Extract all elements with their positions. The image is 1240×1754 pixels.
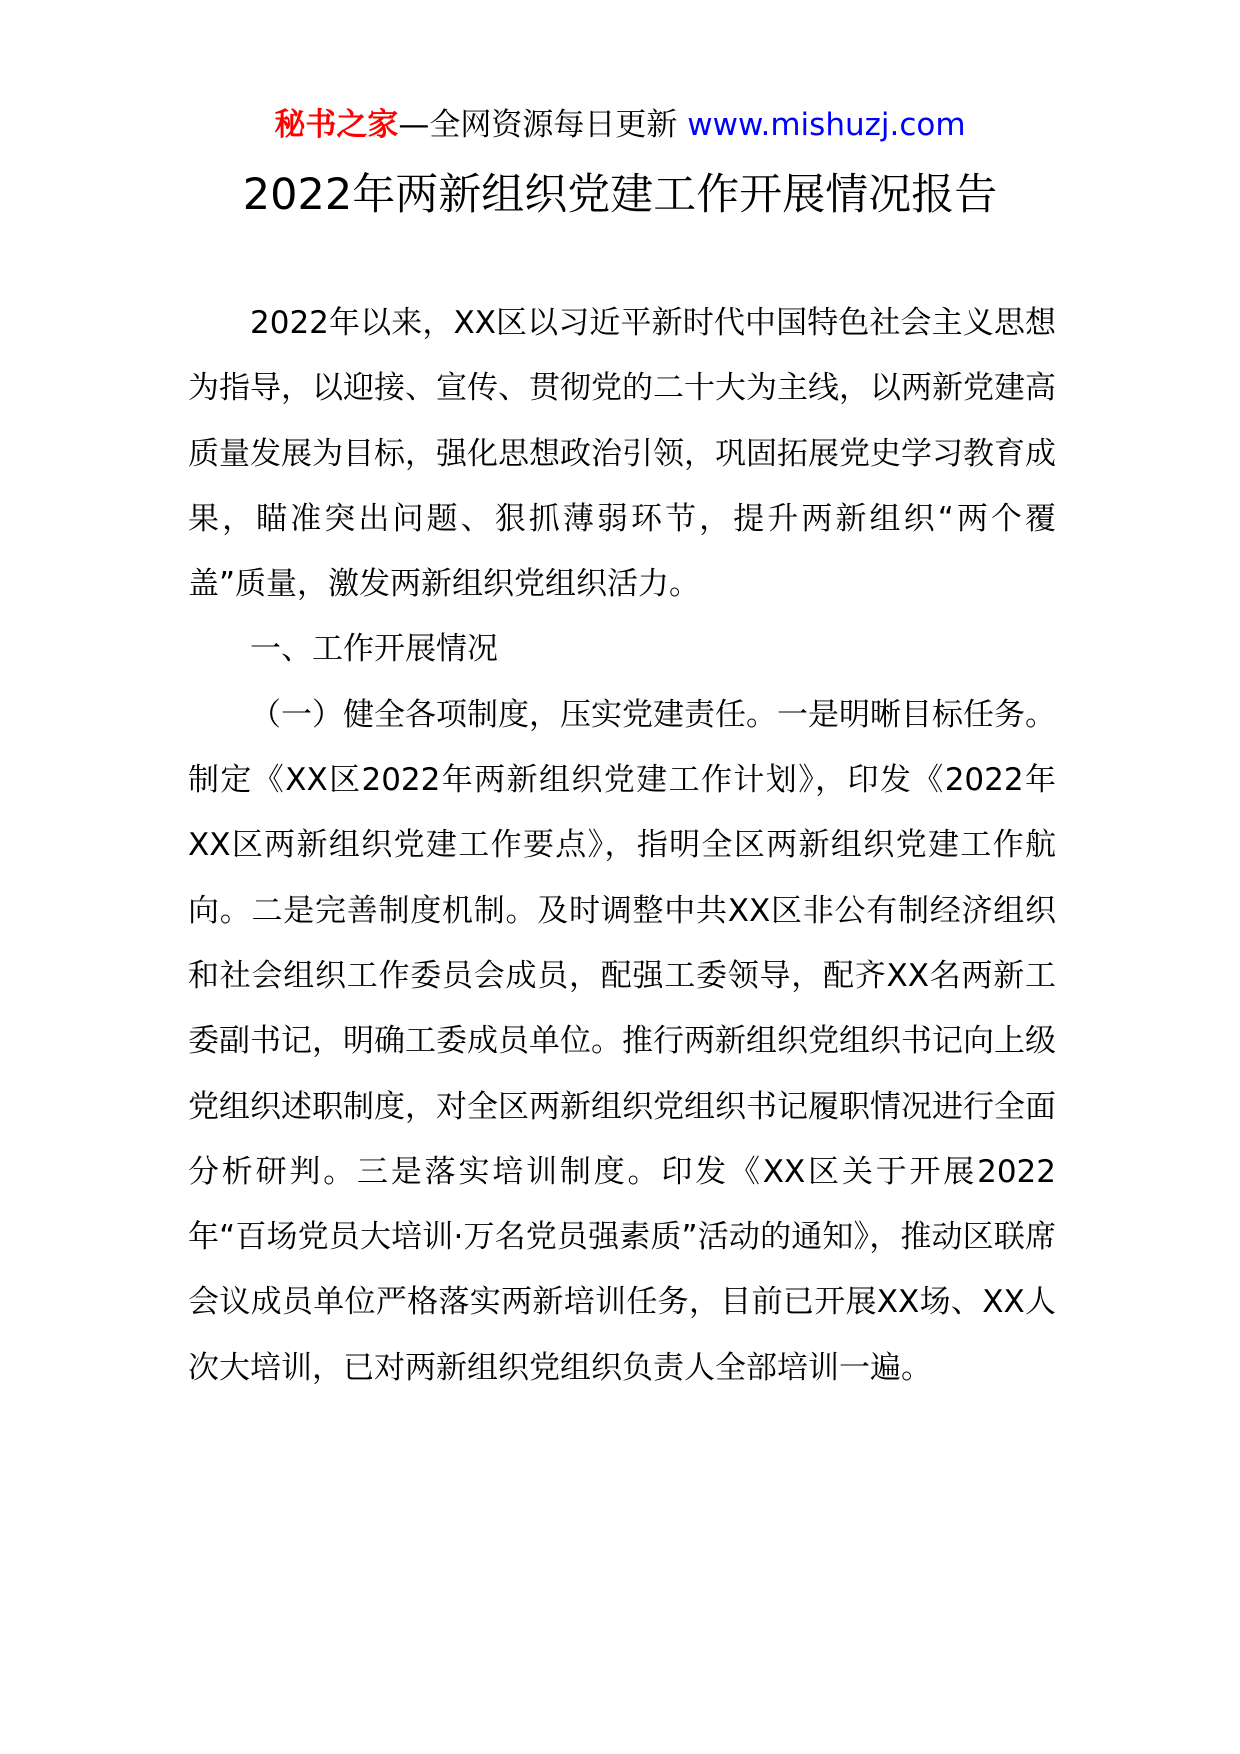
- document-body: [188, 291, 1056, 1401]
- site-url-link[interactable]: www.mishuzj.com: [687, 107, 966, 143]
- brand-name: 秘书之家: [274, 107, 399, 143]
- intro-paragraph: 2022年以来，XX区以习近平新时代中国特色社会主义思想为指导，以迎接、宣传、贯彻党的二十大为主线，以两新党建高质量发展为目标，强化思想政治引领，巩固拓展党史学习教育成果，瞄准突出问题、狠抓薄弱环节，提升两新组织“两个覆盖”质量，激发两新组织党组织活力。: [188, 305, 1056, 603]
- watermark-header: [0, 100, 1240, 150]
- header-tagline: —全网资源每日更新: [398, 107, 688, 143]
- section-heading: 一、工作开展情况: [250, 631, 498, 668]
- document-title: 2022年两新组织党建工作开展情况报告: [242, 170, 998, 220]
- body-paragraph: （一）健全各项制度，压实党建责任。一是明晰目标任务。制定《XX区2022年两新组织党建工作计划》，印发《2022年XX区两新组织党建工作要点》，指明全区两新组织党建工作航向。二是完善制度机制。及时调整中共XX区非公有制经济组织和社会组织工作委员会成员，配强工委领导，配齐XX名两新工委副书记，明确工委成员单位。推行两新组织党组织书记向上级党组织述职制度，对全区两新组织党组织书记履职情况进行全面分析研判。三是落实培训制度。印发《XX区关于开展2022年“百场党员大培训·万名党员强素质”活动的通知》，推动区联席会议成员单位严格落实两新培训任务，目前已开展XX场、XX人次大培训，已对两新组织党组织负责人全部培训一遍。: [188, 696, 1056, 1386]
